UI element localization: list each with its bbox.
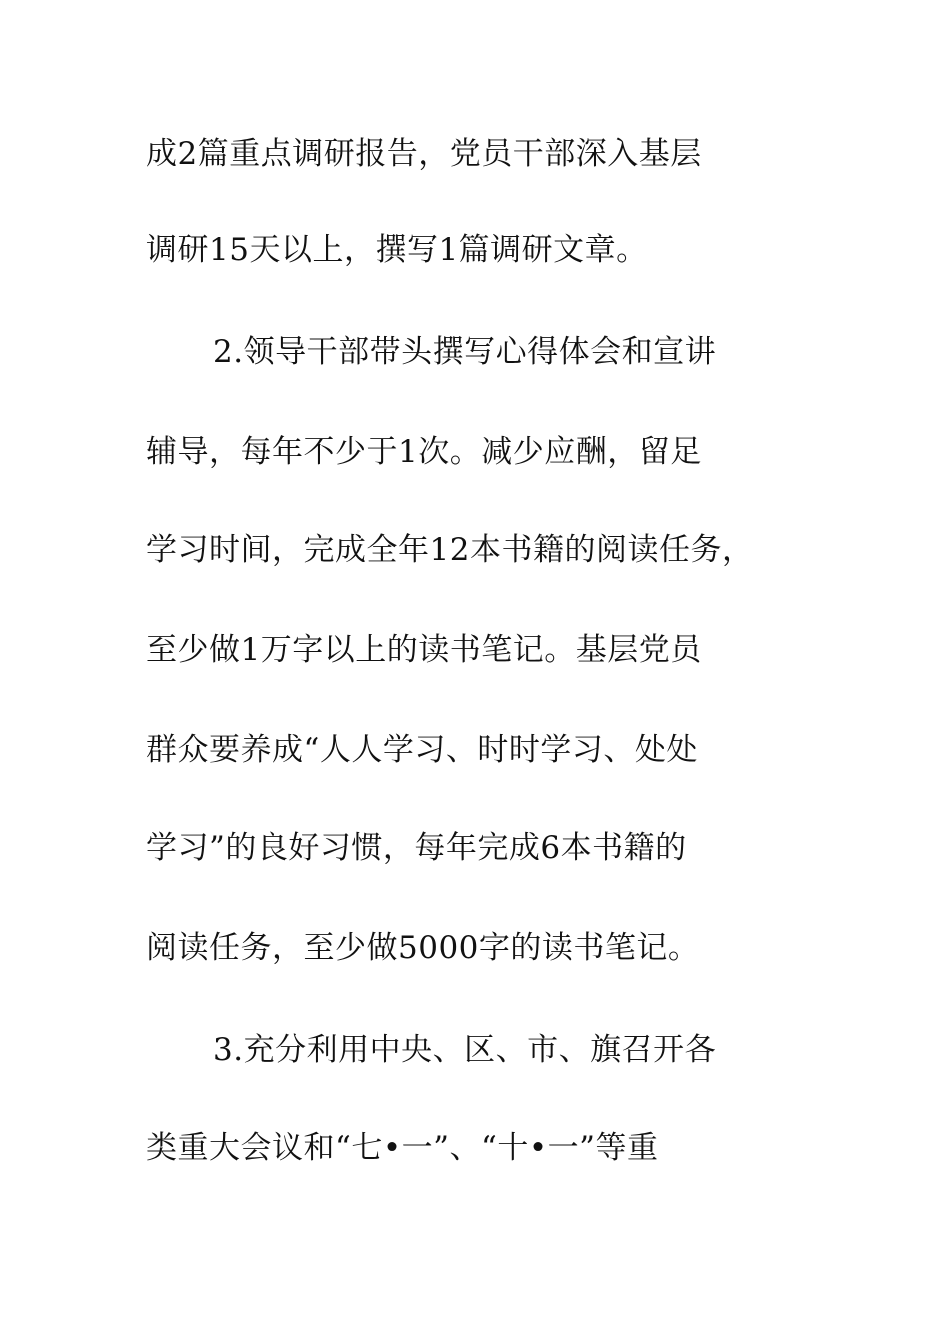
paragraph-start-line: 2.领导干部带头撰写心得体会和宣讲 [213, 334, 717, 370]
paragraph-start-line: 3.充分利用中央、区、市、旗召开各 [213, 1032, 717, 1068]
text-line: 群众要养成“人人学习、时时学习、处处 [146, 732, 698, 768]
text-line: 成2篇重点调研报告，党员干部深入基层 [146, 136, 702, 172]
text-line: 调研15天以上，撰写1篇调研文章。 [146, 232, 648, 268]
text-line: 辅导，每年不少于1次。减少应酬，留足 [146, 434, 702, 470]
text-line: 至少做1万字以上的读书笔记。基层党员 [146, 632, 702, 668]
text-line: 阅读任务，至少做5000字的读书笔记。 [146, 930, 700, 966]
text-line: 学习”的良好习惯，每年完成6本书籍的 [146, 830, 687, 866]
text-line: 类重大会议和“七•一”、“十•一”等重 [146, 1130, 659, 1166]
text-line: 学习时间，完成全年12本书籍的阅读任务， [146, 532, 754, 568]
